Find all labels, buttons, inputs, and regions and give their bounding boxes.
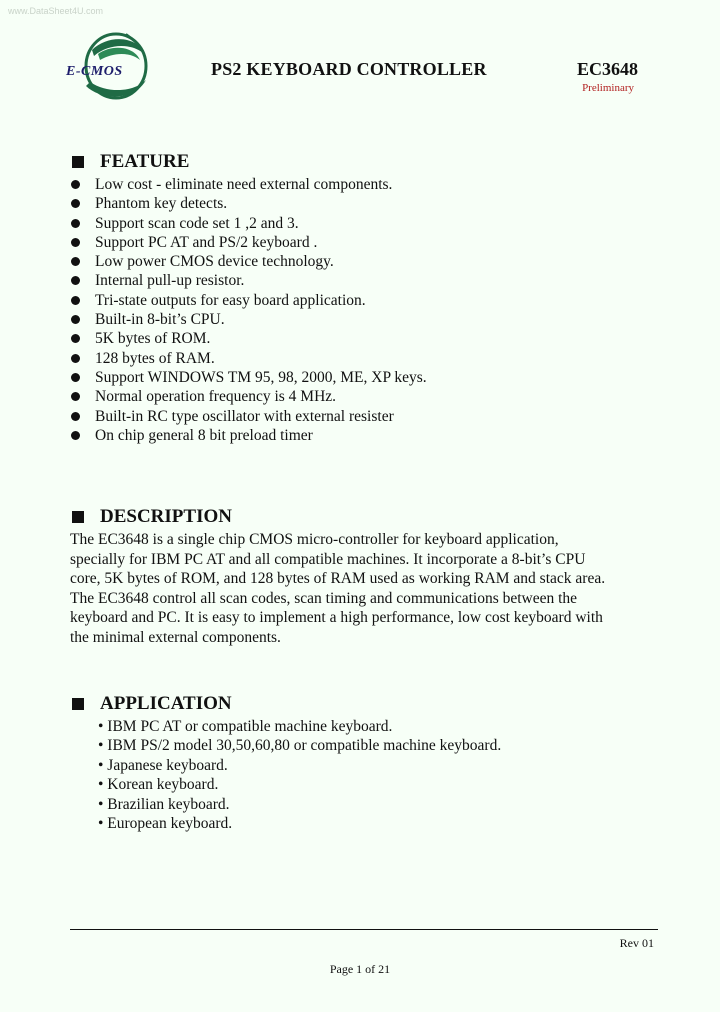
bullet-icon xyxy=(71,238,80,247)
list-item: • Korean keyboard. xyxy=(98,776,219,794)
list-item: Support PC AT and PS/2 keyboard . xyxy=(70,233,670,252)
preliminary-label: Preliminary xyxy=(582,82,634,94)
bullet-icon xyxy=(71,180,80,189)
list-item: • Brazilian keyboard. xyxy=(98,795,230,813)
list-item: Support scan code set 1 ,2 and 3. xyxy=(70,214,670,233)
list-item: Built-in RC type oscillator with external resister xyxy=(70,407,670,426)
part-number: EC3648 xyxy=(576,59,638,79)
revision-label: Rev 01 xyxy=(619,936,654,950)
feature-section xyxy=(70,151,670,445)
application-section xyxy=(70,693,670,833)
watermark: www.DataSheet4U.com xyxy=(8,6,104,16)
description-line: keyboard and PC. It is easy to implement a high performance, low cost keyboard with xyxy=(70,609,603,627)
e-cmos-logo xyxy=(64,30,154,102)
list-item: Phantom key detects. xyxy=(70,194,670,213)
list-item: Built-in 8-bit’s CPU. xyxy=(70,310,670,329)
bullet-icon xyxy=(71,354,80,363)
list-item: 5K bytes of ROM. xyxy=(70,329,670,348)
application-heading xyxy=(70,693,670,715)
bullet-icon xyxy=(71,276,80,285)
bullet-icon xyxy=(71,334,80,343)
bullet-icon xyxy=(71,257,80,266)
bullet-icon xyxy=(71,431,80,440)
document-title: PS2 KEYBOARD CONTROLLER xyxy=(211,59,487,79)
bullet-icon xyxy=(71,412,80,421)
description-section xyxy=(70,506,670,648)
list-item: On chip general 8 bit preload timer xyxy=(70,426,670,445)
list-item: • European keyboard. xyxy=(98,815,233,833)
square-bullet-icon xyxy=(72,511,84,523)
list-item: • IBM PS/2 model 30,50,60,80 or compatible machine keyboard. xyxy=(98,737,502,755)
feature-heading-text: FEATURE xyxy=(100,151,190,172)
application-heading-text: APPLICATION xyxy=(100,693,232,714)
list-item: Normal operation frequency is 4 MHz. xyxy=(70,387,670,406)
bullet-icon xyxy=(71,392,80,401)
description-body xyxy=(70,530,670,648)
list-item: • Japanese keyboard. xyxy=(98,756,228,774)
application-list xyxy=(70,717,670,833)
list-item: 128 bytes of RAM. xyxy=(70,349,670,368)
list-item: • IBM PC AT or compatible machine keyboard. xyxy=(98,718,393,735)
list-item: Tri-state outputs for easy board application. xyxy=(70,291,670,310)
logo-text: E-CMOS xyxy=(66,64,123,79)
bullet-icon xyxy=(71,296,80,305)
feature-heading xyxy=(70,151,670,173)
description-line: specially for IBM PC AT and all compatible machines. It incorporate a 8-bit’s CPU xyxy=(70,550,586,568)
list-item: Low power CMOS device technology. xyxy=(70,252,670,271)
description-heading xyxy=(70,506,670,528)
footer-divider xyxy=(70,929,658,930)
description-line: the minimal external components. xyxy=(70,628,281,646)
bullet-icon xyxy=(71,373,80,382)
bullet-icon xyxy=(71,199,80,208)
bullet-icon xyxy=(71,219,80,228)
description-line: The EC3648 control all scan codes, scan timing and communications between the xyxy=(70,589,578,607)
description-line: The EC3648 is a single chip CMOS micro-controller for keyboard application, xyxy=(70,531,559,548)
page-header xyxy=(64,30,644,102)
square-bullet-icon xyxy=(72,156,84,168)
list-item: Low cost - eliminate need external components. xyxy=(70,175,670,194)
list-item: Support WINDOWS TM 95, 98, 2000, ME, XP keys. xyxy=(70,368,670,387)
feature-list xyxy=(70,175,670,445)
description-line: core, 5K bytes of ROM, and 128 bytes of RAM used as working RAM and stack area. xyxy=(70,570,606,588)
list-item: Internal pull-up resistor. xyxy=(70,271,670,290)
bullet-icon xyxy=(71,315,80,324)
square-bullet-icon xyxy=(72,698,84,710)
description-heading-text: DESCRIPTION xyxy=(100,506,232,527)
page-number: Page 1 of 21 xyxy=(329,962,391,976)
